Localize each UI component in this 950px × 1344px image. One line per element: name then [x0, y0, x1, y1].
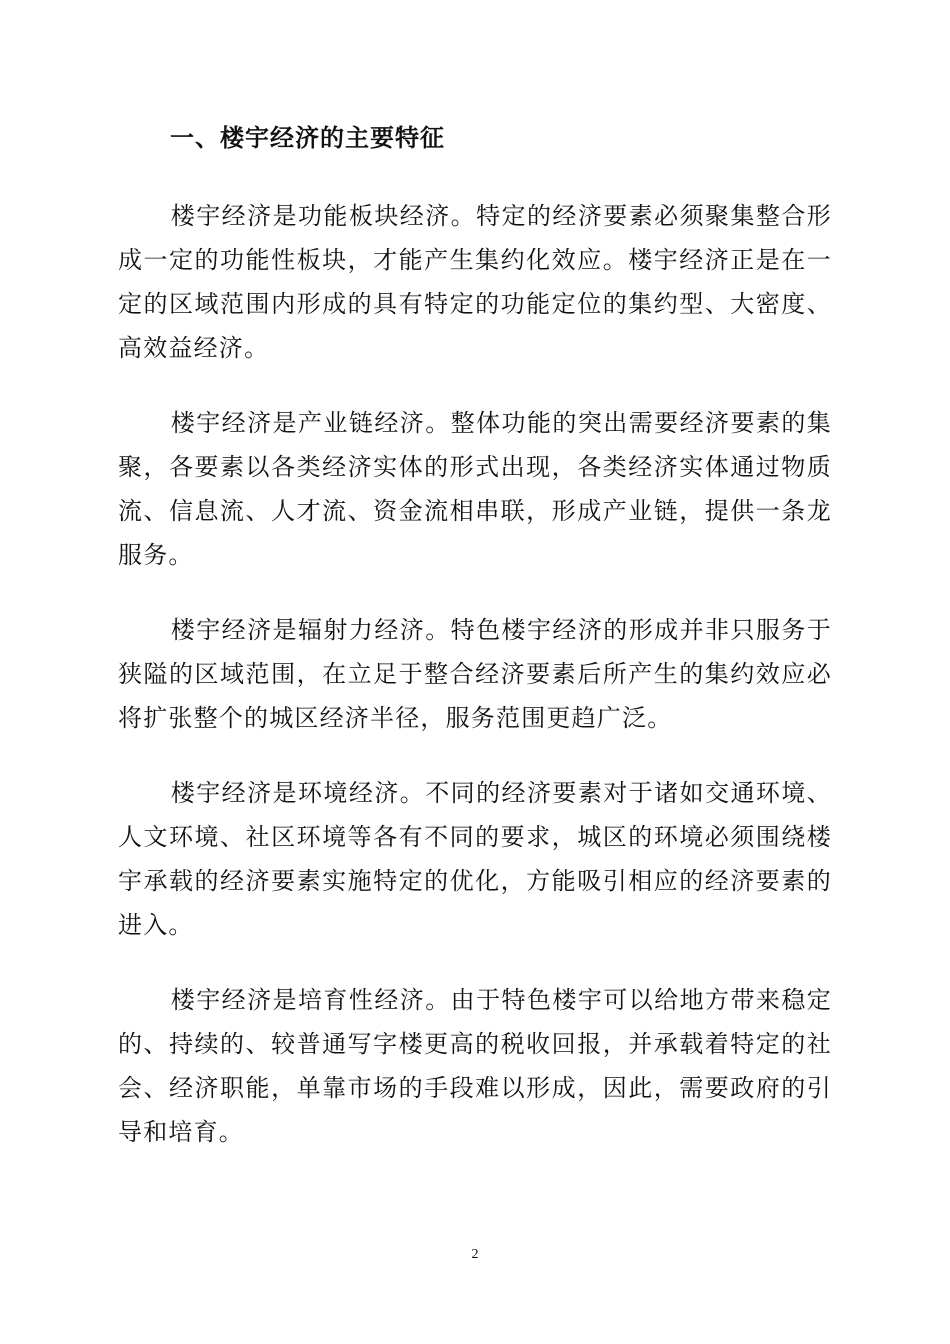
- paragraph-environment: 楼宇经济是环境经济。不同的经济要素对于诸如交通环境、人文环境、社区环境等各有不同的要求，城区的环境必须围绕楼宇承载的经济要素实施特定的优化，方能吸引相应的经济要素的进入。: [118, 779, 832, 939]
- paragraph-industry-chain: 楼宇经济是产业链经济。整体功能的突出需要经济要素的集聚，各要素以各类经济实体的形式出现，各类经济实体通过物质流、信息流、人才流、资金流相串联，形成产业链，提供一条龙服务。: [118, 409, 832, 569]
- paragraph-functional-block: 楼宇经济是功能板块经济。特定的经济要素必须聚集整合形成一定的功能性板块，才能产生集约化效应。楼宇经济正是在一定的区域范围内形成的具有特定的功能定位的集约型、大密度、高效益经济。: [118, 202, 832, 362]
- page-content: [118, 110, 832, 1185]
- paragraph-radiation: 楼宇经济是辐射力经济。特色楼宇经济的形成并非只服务于狭隘的区域范围，在立足于整合经济要素后所产生的集约效应必将扩张整个的城区经济半径，服务范围更趋广泛。: [118, 616, 832, 732]
- section-heading: 一、楼宇经济的主要特征: [170, 123, 445, 152]
- paragraph-cultivation: 楼宇经济是培育性经济。由于特色楼宇可以给地方带来稳定的、持续的、较普通写字楼更高的税收回报，并承载着特定的社会、经济职能，单靠市场的手段难以形成，因此，需要政府的引导和培育。: [118, 986, 832, 1146]
- page-number: 2: [471, 1247, 479, 1262]
